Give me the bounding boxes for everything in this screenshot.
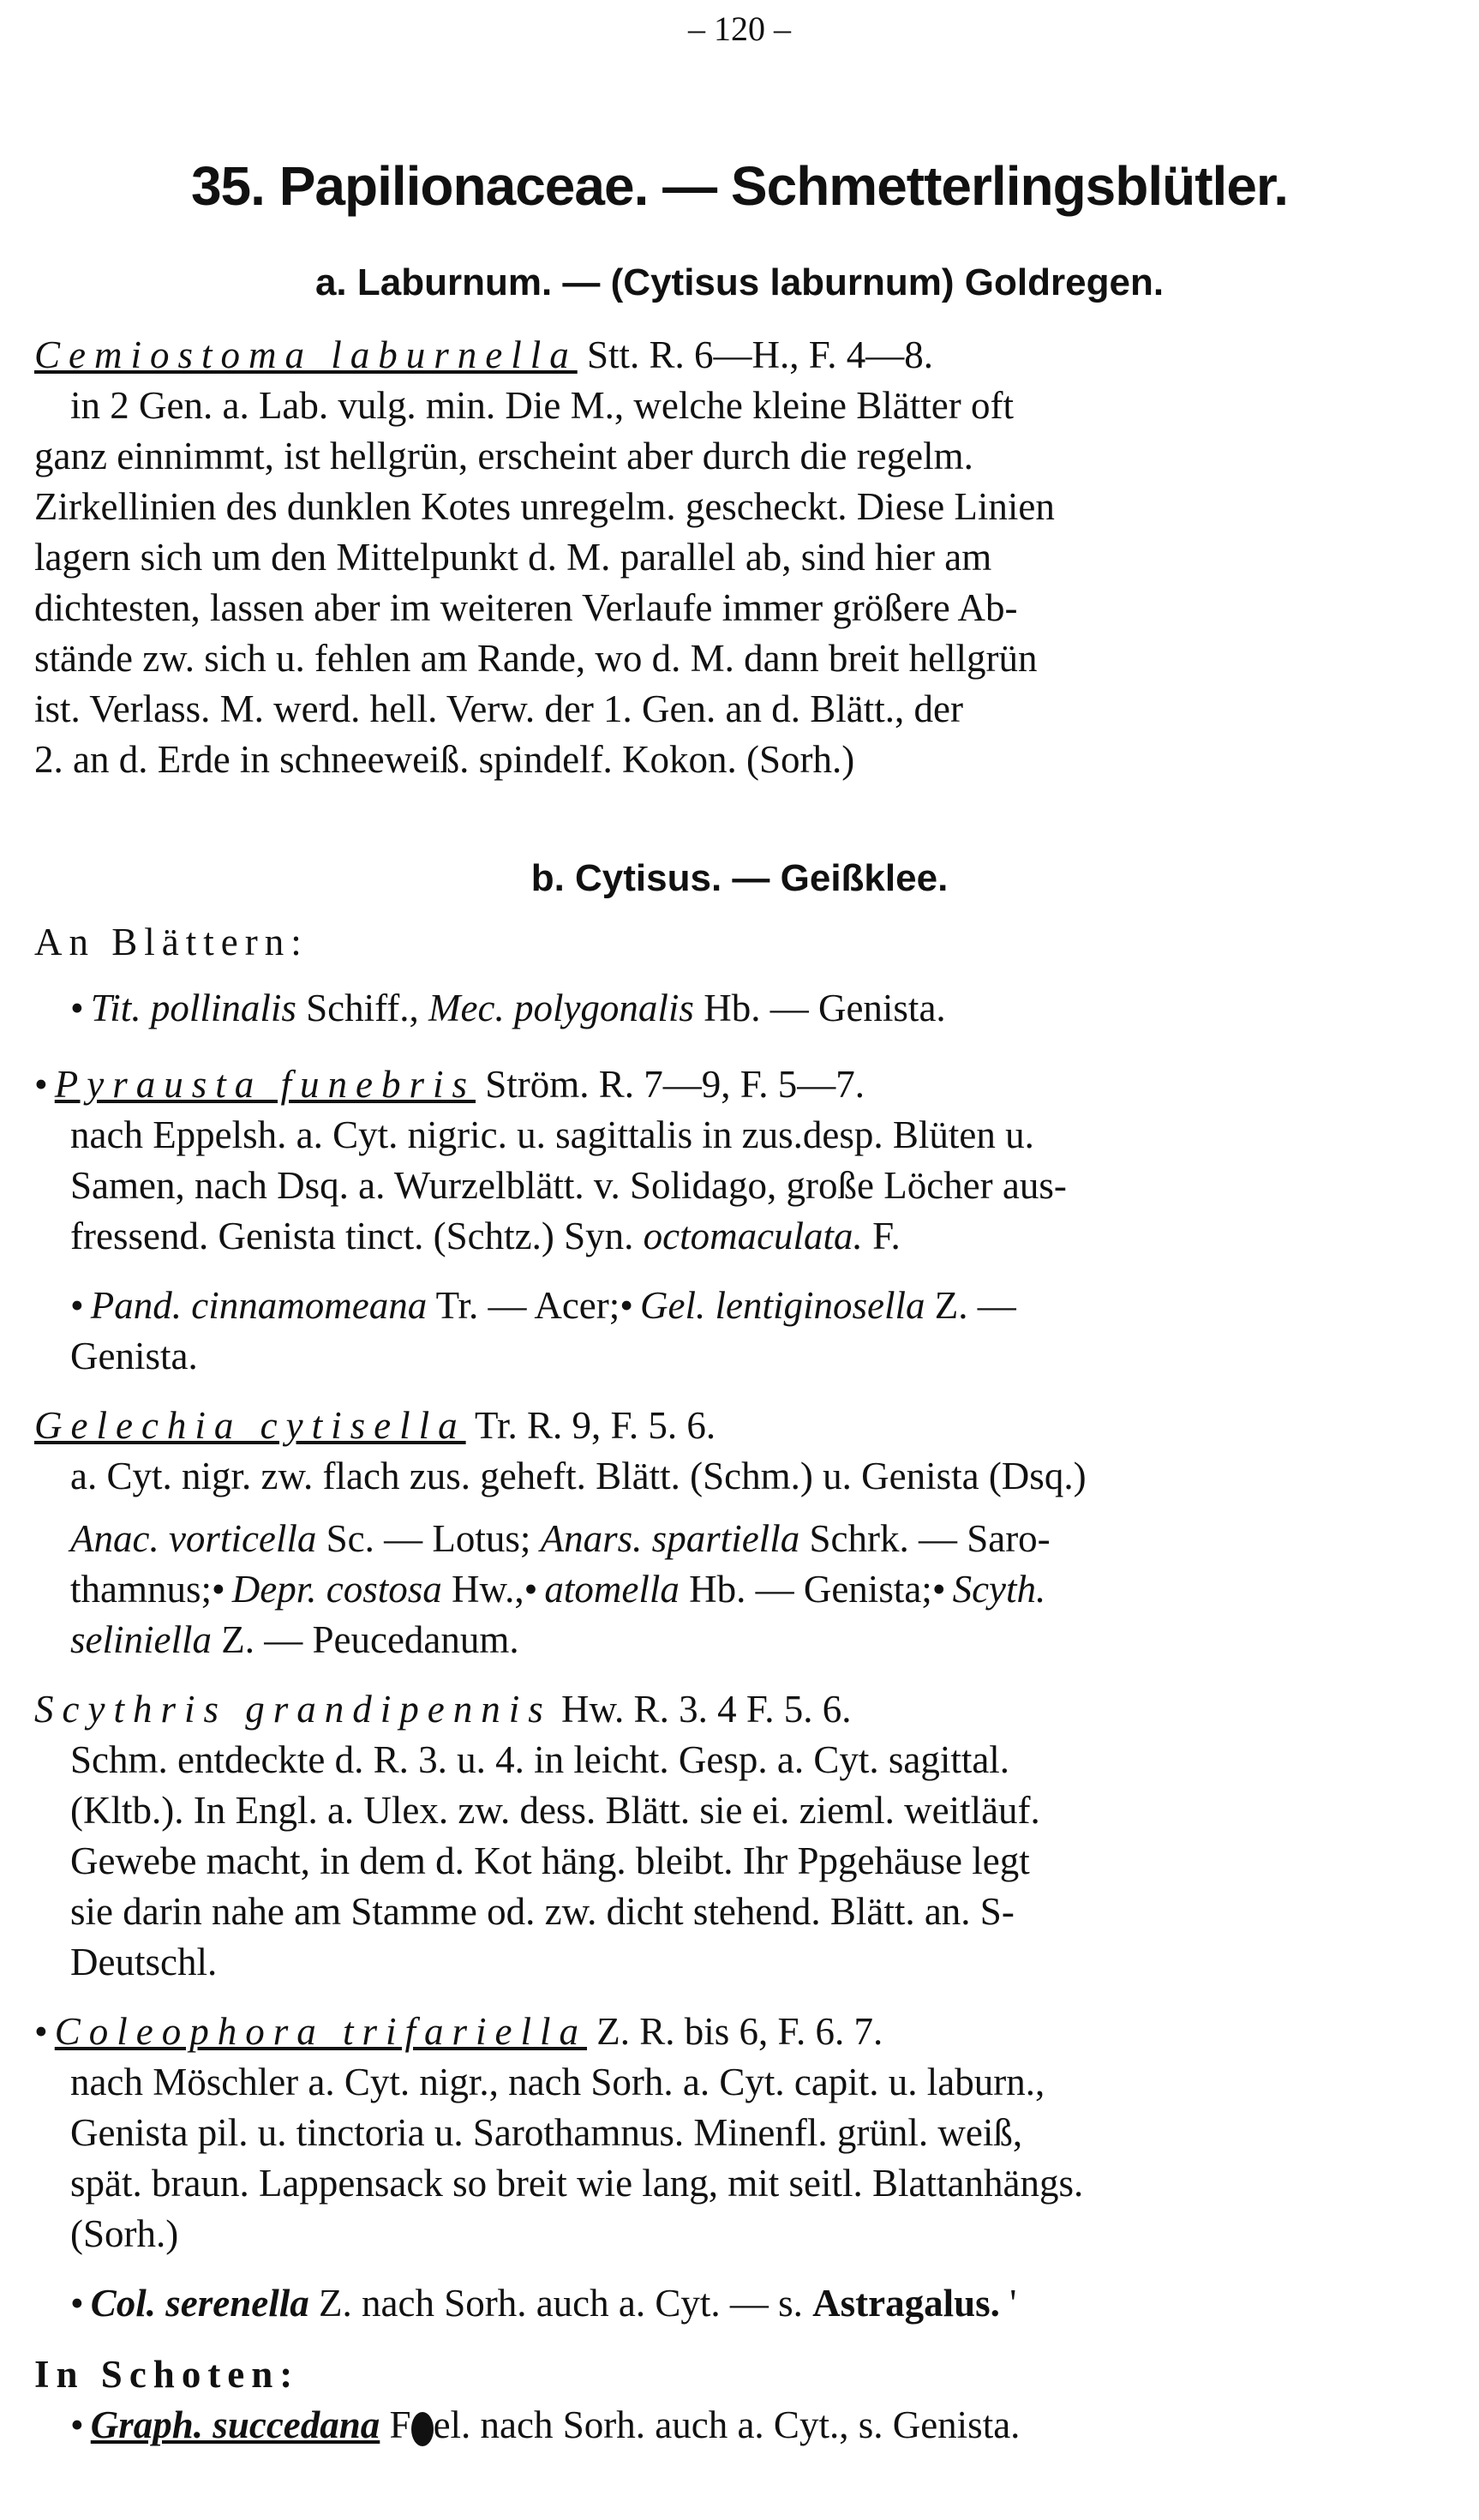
species-ref: seliniella xyxy=(70,1618,212,1661)
species-ref: Col. serenella xyxy=(90,2282,309,2325)
entry-line: Zirkellinien des dunklen Kotes unregelm. gescheckt. Diese Linien xyxy=(34,485,1055,528)
species-ref: Mec. polygonalis xyxy=(428,987,694,1029)
family-title: 35. Papilionaceae. — Schmetterlingsblütler. xyxy=(190,155,1289,217)
entry-line: ganz einnimmt, ist hellgrün, erscheint aber durch die regelm. xyxy=(34,435,973,477)
note-text: Schiff., xyxy=(296,987,429,1029)
note-text: Z. nach Sorh. auch a. Cyt. — s. xyxy=(308,2282,813,2325)
entry-header xyxy=(34,1684,1453,1735)
entry-line: Genista pil. u. tinctoria u. Sarothamnus. Minenfl. grünl. weiß, xyxy=(70,2111,1023,2154)
note-text: Astragalus. xyxy=(812,2282,1000,2325)
section-b-body xyxy=(34,917,1453,2451)
entry-text: fressend. Genista tinct. (Schtz.) Syn. xyxy=(70,1215,644,1257)
entry-line: ist. Verlass. M. werd. hell. Verw. der 1. Gen. an d. Blätt., der xyxy=(34,687,963,730)
note-line xyxy=(34,2278,1453,2329)
section-b-heading: b. Cytisus. — Geißklee. xyxy=(530,857,949,899)
note-text: Z. — xyxy=(925,1284,1016,1327)
species-name: Scythris grandipennis xyxy=(34,1688,552,1731)
entry-line: Gewebe macht, in dem d. Kot häng. bleibt. Ihr Ppgehäuse legt xyxy=(70,1839,1030,1882)
entry-line: (Sorh.) xyxy=(70,2212,179,2255)
entry-line: spät. braun. Lappensack so breit wie lang, mit seitl. Blattanhängs. xyxy=(70,2162,1084,2205)
entry-line xyxy=(34,1211,1453,1262)
note-text: ' xyxy=(999,2282,1017,2325)
note-text: Tr. — Acer; xyxy=(427,1284,620,1327)
note-text: Hw., xyxy=(441,1568,524,1611)
entry-header xyxy=(34,2007,1453,2057)
entry-line: sie darin nahe am Stamme od. zw. dicht stehend. Blätt. an. S- xyxy=(70,1890,1015,1933)
ink-blot-icon xyxy=(411,2412,434,2446)
species-ref: Scyth. xyxy=(952,1568,1046,1611)
author-info: Hw. R. 3. 4 F. 5. 6. xyxy=(551,1688,852,1731)
an-blaettern-label: An Blättern: xyxy=(34,921,308,963)
bullet-icon: • xyxy=(70,987,84,1029)
entry-line: in 2 Gen. a. Lab. vulg. min. Die M., welche kleine Blätter oft xyxy=(70,384,1014,427)
note-text: Hb. — Genista; xyxy=(679,1568,932,1611)
species-ref: Pand. cinnamomeana xyxy=(90,1284,428,1327)
note-text: thamnus; xyxy=(70,1568,212,1611)
entry-cemiostoma xyxy=(34,330,1453,785)
species-ref: Graph. succedana xyxy=(90,2403,380,2446)
synonym: octomaculata. xyxy=(643,1215,863,1257)
author-info: Tr. R. 9, F. 5. 6. xyxy=(465,1404,716,1447)
entry-header xyxy=(34,1059,1453,1110)
note-line xyxy=(34,2400,1453,2451)
author-info: Ström. R. 7—9, F. 5—7. xyxy=(476,1063,865,1106)
note-line: Genista. xyxy=(70,1335,198,1377)
entry-line: lagern sich um den Mittelpunkt d. M. parallel ab, sind hier am xyxy=(34,536,992,579)
entry-line: dichtesten, lassen aber im weiteren Verlaufe immer größere Ab- xyxy=(34,586,1018,629)
entry-header xyxy=(34,330,1453,381)
note-line xyxy=(34,1564,1453,1615)
note-text: Z. — Peucedanum. xyxy=(211,1618,519,1661)
entry-line: a. Cyt. nigr. zw. flach zus. geheft. Blätt. (Schm.) u. Genista (Dsq.) xyxy=(70,1455,1087,1497)
species-ref: Anac. vorticella xyxy=(70,1517,317,1560)
note-line xyxy=(34,983,1453,1034)
entry-header xyxy=(34,1401,1453,1451)
entry-line: (Kltb.). In Engl. a. Ulex. zw. dess. Blätt. sie ei. zieml. weitläuf. xyxy=(70,1789,1040,1832)
bullet-icon: • xyxy=(524,1568,538,1611)
bullet-icon: • xyxy=(70,1284,84,1327)
species-name: Pyrausta funebris xyxy=(54,1063,476,1106)
species-name: Gelechia cytisella xyxy=(34,1404,466,1447)
bullet-icon: • xyxy=(620,1284,634,1327)
bullet-icon: • xyxy=(70,2282,84,2325)
entry-line: 2. an d. Erde in schneeweiß. spindelf. Kokon. (Sorh.) xyxy=(34,738,855,781)
entry-line: nach Eppelsh. a. Cyt. nigric. u. sagittalis in zus.desp. Blüten u. xyxy=(70,1113,1034,1156)
bullet-icon: • xyxy=(34,2010,48,2053)
entry-line: Schm. entdeckte d. R. 3. u. 4. in leicht. Gesp. a. Cyt. sagittal. xyxy=(70,1738,1010,1781)
author-info: Stt. R. 6—H., F. 4—8. xyxy=(577,333,933,376)
bullet-icon: • xyxy=(70,2403,84,2446)
species-ref: Tit. pollinalis xyxy=(90,987,296,1029)
entry-line: stände zw. sich u. fehlen am Rande, wo d. M. dann breit hellgrün xyxy=(34,637,1038,680)
note-text: Schrk. — Saro- xyxy=(799,1517,1051,1560)
note-line xyxy=(34,1615,1453,1665)
in-schoten-label: In Schoten: xyxy=(34,2353,300,2396)
note-text: el. nach Sorh. auch a. Cyt., s. Genista. xyxy=(433,2403,1021,2446)
species-ref: Depr. costosa xyxy=(231,1568,442,1611)
bullet-icon: • xyxy=(931,1568,946,1611)
note-text: Hb. — Genista. xyxy=(693,987,946,1029)
species-ref: atomella xyxy=(544,1568,680,1611)
entry-line: Deutschl. xyxy=(70,1941,218,1983)
entry-text: F. xyxy=(862,1215,901,1257)
note-line xyxy=(34,1514,1453,1564)
species-name: Cemiostoma laburnella xyxy=(34,333,578,376)
page-number: – 120 – xyxy=(688,9,791,48)
author-info: Z. R. bis 6, F. 6. 7. xyxy=(587,2010,883,2053)
section-a-heading: a. Laburnum. — (Cytisus laburnum) Goldregen. xyxy=(314,261,1165,303)
entry-line: nach Möschler a. Cyt. nigr., nach Sorh. a. Cyt. capit. u. laburn., xyxy=(70,2061,1045,2103)
bullet-icon: • xyxy=(34,1063,48,1106)
species-name: Coleophora trifariella xyxy=(54,2010,588,2053)
note-text: Sc. — Lotus; xyxy=(316,1517,541,1560)
bullet-icon: • xyxy=(212,1568,225,1611)
entry-line: Samen, nach Dsq. a. Wurzelblätt. v. Solidago, große Löcher aus- xyxy=(70,1164,1067,1207)
species-ref: Gel. lentiginosella xyxy=(640,1284,925,1327)
note-line xyxy=(34,1281,1453,1331)
species-ref: Anars. spartiella xyxy=(540,1517,800,1560)
note-text: F xyxy=(380,2403,411,2446)
